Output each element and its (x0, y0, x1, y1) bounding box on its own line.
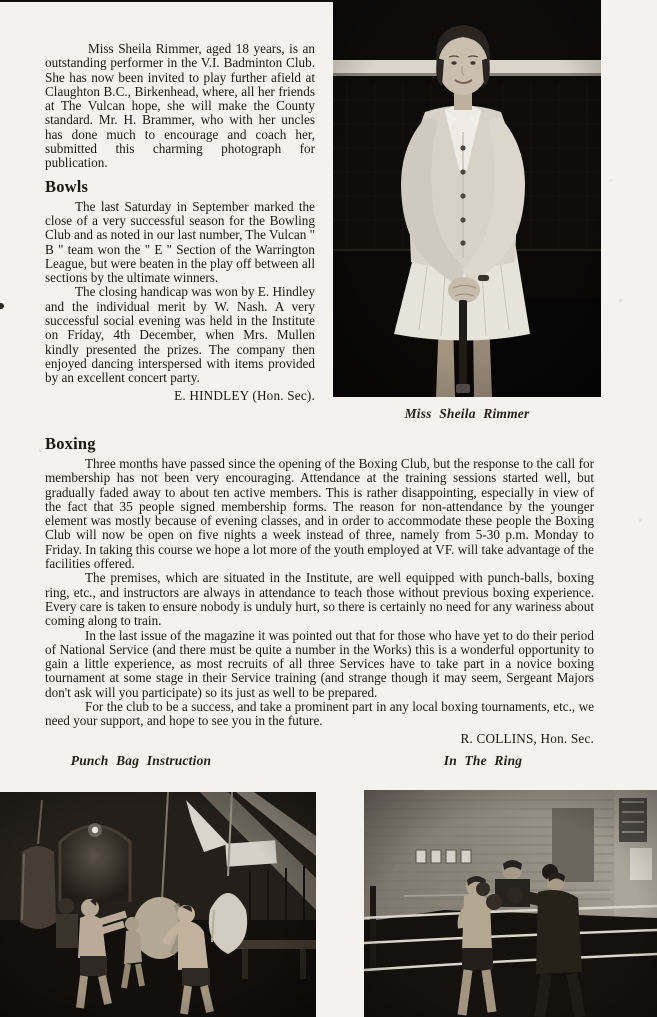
boxing-paragraph-2: The premises, which are situated in the Institute, are well equipped with punch-balls, boxing ring, etc., and instructors are always in attendance to teach those without previous boxing experience. Every care is taken to ensure nobody is unduly hurt, so there is certainly no need for any wariness about coming along to train. (45, 570, 594, 629)
bottom-captions-row (0, 753, 657, 769)
portrait-photo-figure (333, 0, 601, 422)
top-two-column-region (0, 0, 657, 432)
boxing-heading: Boxing (45, 434, 96, 453)
ring-photo-caption: In The Ring (443, 752, 523, 768)
boxing-paragraph-3: In the last issue of the magazine it was pointed out that for those who have yet to do their period of National Service (and there must be quite a number in the Works) this is a wonderful opportunity to gain a little experience, as most recruits of all three Services have to take part in a novice boxing tournament at some stage in their Service training (and strange though it may seem, Sergeant Majors don't ask will you participate) so its just as well to be prepared. (45, 627, 594, 700)
boxing-section (45, 434, 594, 746)
boxing-paragraph-1: Three months have passed since the opening of the Boxing Club, but the response to the call for membership has not been very encouraging. Attendance at the training sessions started well, but gradually faded away to about ten active members. This is rather disappointing, especially in view of the fact that 35 people signed membership forms. The reason for non-attendance by the younger element was mostly because of evening classes, and in order to accommodate these people the Boxing Club will now be open on five nights a week instead of three, namely from 5-30 p.m. Monday to Friday. In taking this course we hope a lot more of the youth employed at VF. will take advantage of the facilities offered. (45, 456, 594, 572)
boxing-paragraph-4: For the club to be a success, and take a prominent part in any local boxing tournaments, etc., we need your support, and hope to see you in the future. (45, 699, 594, 729)
top-scan-artifact (0, 0, 333, 2)
bowls-paragraph-1: The last Saturday in September marked the close of a very successful season for the Bowling Club and as noted in our last number, The Vulcan " B " team won the " E " Section of the Warrington League, but were beaten in the play off between all sections by the ultimate winners. (45, 198, 315, 286)
portrait-caption: Miss Sheila Rimmer (404, 406, 530, 421)
boxing-signature: R. COLLINS, Hon. Sec. (460, 730, 594, 746)
gym-photo-caption: Punch Bag Instruction (70, 752, 212, 768)
bottom-photos-row (0, 790, 657, 1017)
boxing-ring-photo (364, 790, 657, 1017)
badminton-portrait-photo (333, 0, 601, 397)
punch-bag-gym-photo (0, 792, 316, 1017)
intro-paragraph: Miss Sheila Rimmer, aged 18 years, is an outstanding performer in the V.I. Badminton Club. She has now been invited to play further afield at Claughton B.C., Birkenhead, where, all her friends at The Vulcan hope, she will make the County standard. Mr. H. Brammer, who with her uncles has done much to encourage and coach her, submitted this charming photograph for publication. (45, 41, 315, 171)
ring-photo-figure (364, 790, 657, 1017)
photos-gap (316, 1007, 364, 1017)
gym-photo-figure (0, 792, 316, 1017)
left-text-column (45, 42, 315, 432)
bowls-signature: E. HINDLEY (Hon. Sec). (174, 387, 315, 403)
bowls-paragraph-2: The closing handicap was won by E. Hindley and the individual merit by W. Nash. A very successful social evening was held in the Institute on Friday, 4th December, when Mrs. Mullen kindly presented the prizes. The company then enjoyed dancing interspersed with items provided by an excellent concert party. (45, 284, 315, 386)
bowls-heading: Bowls (45, 176, 89, 196)
right-photo-column (333, 0, 601, 432)
